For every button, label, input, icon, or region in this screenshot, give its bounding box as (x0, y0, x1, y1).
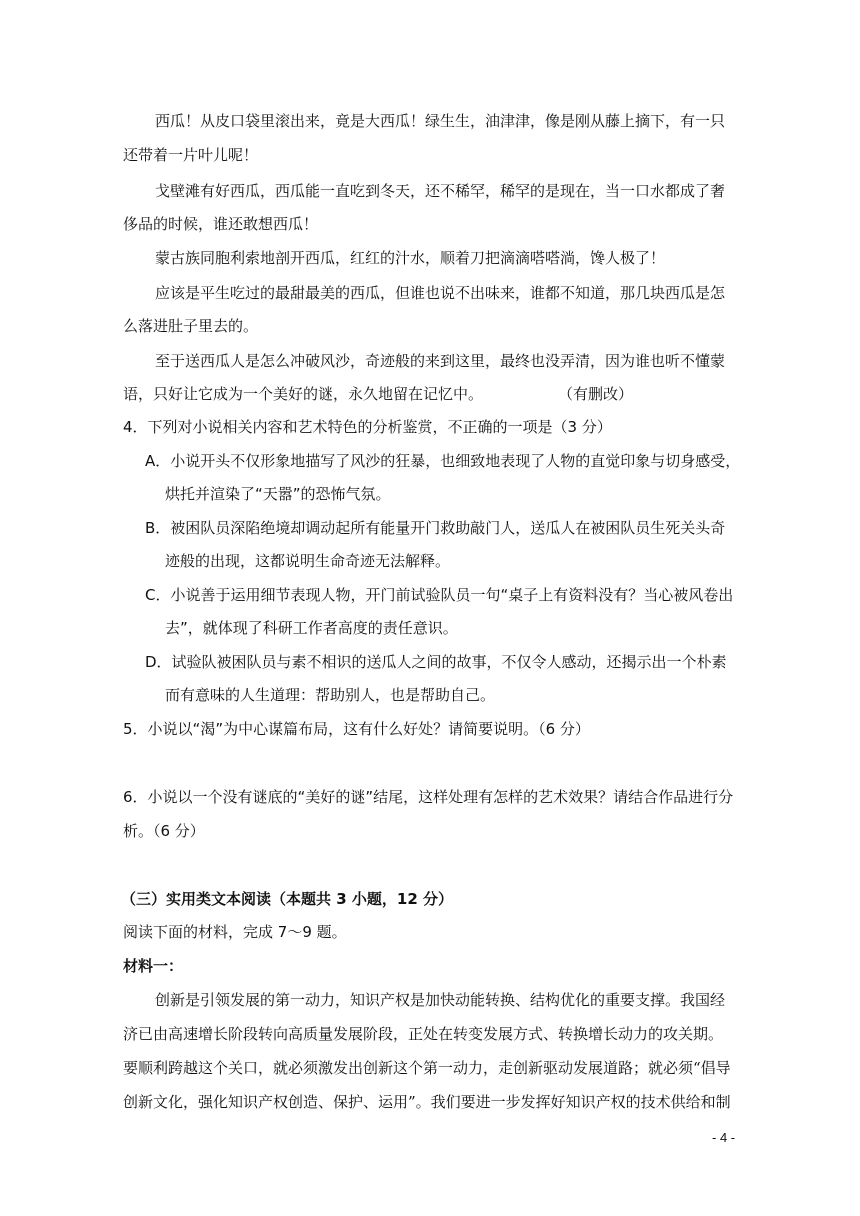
source-note: （有删改） (558, 385, 634, 403)
q5-stem: 5．小说以“渴”为中心谋篇布局，这有什么好处？请简要说明。（6 分） (123, 720, 590, 738)
section3-instruction: 阅读下面的材料，完成 7～9 题。 (123, 923, 347, 941)
story-p2-line1: 戈壁滩有好西瓜，西瓜能一直吃到冬天，还不稀罕，稀罕的是现在，当一口水都成了奢 (155, 182, 726, 200)
q4-option-b-line2: 迹般的出现，这都说明生命奇迹无法解释。 (165, 552, 451, 570)
material1-line4: 创新文化，强化知识产权创造、保护、运用”。我们要进一步发挥好知识产权的技术供给和制 (123, 1093, 731, 1111)
story-p1-line2: 还带着一片叶儿呢！ (123, 146, 259, 164)
story-p4-line2: 么落进肚子里去的。 (123, 317, 259, 335)
story-p1-line1: 西瓜！从皮口袋里滚出来，竟是大西瓜！绿生生，油津津，像是刚从藤上摘下，有一只 (155, 112, 726, 130)
story-p4-line1: 应该是平生吃过的最甜最美的西瓜，但谁也说不出味来，谁都不知道，那几块西瓜是怎 (155, 284, 726, 302)
q4-option-c-line2: 去”，就体现了科研工作者高度的责任意识。 (165, 619, 458, 637)
material1-line2: 济已由高速增长阶段转向高质量发展阶段，正处在转变发展方式、转换增长动力的攻关期。 (123, 1025, 724, 1043)
q4-option-a-line1: A．小说开头不仅形象地描写了风沙的狂暴，也细致地表现了人物的直觉印象与切身感受， (145, 452, 741, 470)
q6-stem-line2: 析。（6 分） (123, 822, 205, 840)
q4-option-b-line1: B．被困队员深陷绝境却调动起所有能量开门救助敲门人，送瓜人在被困队员生死关头奇 (145, 519, 726, 537)
story-p5-line2: 语，只好让它成为一个美好的谜，永久地留在记忆中。 (123, 385, 484, 403)
q4-option-d-line2: 而有意味的人生道理：帮助别人，也是帮助自己。 (165, 686, 496, 704)
q6-stem-line1: 6．小说以一个没有谜底的“美好的谜”结尾，这样处理有怎样的艺术效果？请结合作品进行分 (123, 788, 734, 806)
q4-option-a-line2: 烘托并渲染了“天嚣”的恐怖气氛。 (165, 485, 391, 503)
page-number: - 4 - (712, 1130, 736, 1145)
material1-line1: 创新是引领发展的第一动力，知识产权是加快动能转换、结构优化的重要支撑。我国经 (155, 991, 726, 1009)
material1-label: 材料一： (123, 957, 184, 975)
q4-option-c-line1: C．小说善于运用细节表现人物，开门前试验队员一句“桌子上有资料没有？当心被风卷出 (145, 586, 734, 604)
story-p2-line2: 侈品的时候，谁还敢想西瓜！ (123, 215, 319, 233)
q4-stem: 4．下列对小说相关内容和艺术特色的分析鉴赏，不正确的一项是（3 分） (123, 418, 612, 436)
material1-line3: 要顺利跨越这个关口，就必须激发出创新这个第一动力，走创新驱动发展道路；就必须“倡导 (123, 1059, 731, 1077)
q4-option-d-line1: D．试验队被困队员与素不相识的送瓜人之间的故事，不仅令人感动，还揭示出一个朴素 (145, 653, 727, 671)
story-p3-line1: 蒙古族同胞利索地剖开西瓜，红红的汁水，顺着刀把滴滴嗒嗒淌，馋人极了！ (155, 249, 666, 267)
section3-heading: （三）实用类文本阅读（本题共 3 小题，12 分） (121, 890, 453, 908)
story-p5-line1: 至于送西瓜人是怎么冲破风沙，奇迹般的来到这里，最终也没弄清，因为谁也听不懂蒙 (155, 352, 726, 370)
